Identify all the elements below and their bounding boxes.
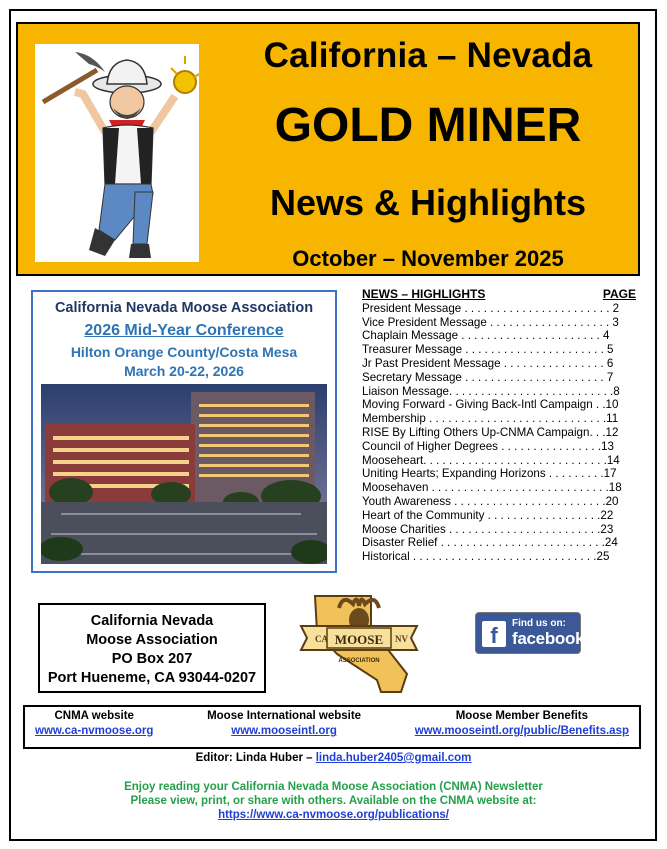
facebook-find-us-text: Find us on: (512, 618, 566, 629)
cnma-website-block (35, 709, 153, 747)
toc-item: Membership . . . . . . . . . . . . . . . . . . . . . . . . . . . .11 (362, 412, 619, 426)
gold-miner-mascot-icon (35, 44, 199, 262)
editor-email-link[interactable]: linda.huber2405@gmail.com (315, 752, 472, 764)
address-line: Port Hueneme, CA 93044-0207 (47, 670, 257, 686)
cnma-website-link[interactable]: www.ca-nvmoose.org (35, 725, 154, 737)
banner-newsletter-name: GOLD MINER (274, 99, 582, 152)
conference-venue: Hilton Orange County/Costa Mesa (70, 344, 298, 360)
toc-header-page: PAGE (602, 287, 636, 301)
toc-item: Vice President Message . . . . . . . . . . . . . . . . . . . 3 (362, 315, 619, 329)
moose-association-emblem (297, 588, 421, 696)
toc-header (362, 288, 636, 302)
hotel-photo-icon (41, 384, 327, 564)
conference-card (31, 290, 337, 573)
editor-label: Editor: Linda Huber – (195, 752, 316, 764)
toc-item: Disaster Relief . . . . . . . . . . . . . . . . . . . . . . . . . .24 (362, 536, 618, 550)
moose-emblem-icon (297, 588, 421, 696)
editor-line (0, 752, 667, 764)
toc-item: Liaison Message. . . . . . . . . . . . . . . . . . . . . . . . . .8 (362, 384, 620, 398)
banner-title-block (218, 24, 638, 274)
hotel-photo (41, 384, 327, 564)
table-of-contents (362, 288, 636, 564)
toc-item: Uniting Hearts; Expanding Horizons . . . . . . . . .17 (362, 467, 617, 481)
banner-region-title: California – Nevada (263, 36, 593, 75)
footer-note (0, 780, 667, 822)
member-benefits-link[interactable]: www.mooseintl.org/public/Benefits.asp (414, 725, 629, 737)
banner-subtitle: News & Highlights (269, 182, 587, 223)
address-line: PO Box 207 (111, 651, 193, 667)
gold-miner-mascot-image (35, 44, 199, 262)
toc-item: Council of Higher Degrees . . . . . . . . . . . . . . . .13 (362, 439, 614, 453)
cnma-website-label: CNMA website (54, 710, 134, 722)
toc-item: Historical . . . . . . . . . . . . . . . . . . . . . . . . . . . . .25 (362, 550, 610, 564)
facebook-icon: f (482, 621, 506, 647)
toc-item: Treasurer Message . . . . . . . . . . . . . . . . . . . . . . 5 (362, 343, 614, 357)
footer-line-1: Enjoy reading your California Nevada Moose Association (CNMA) Newsletter (124, 781, 543, 793)
toc-item: President Message . . . . . . . . . . . . . . . . . . . . . . . 2 (362, 301, 620, 315)
mailing-address (38, 603, 266, 693)
toc-item: Moose Charities . . . . . . . . . . . . . . . . . . . . . . . .23 (362, 522, 614, 536)
footer-line-2: Please view, print, or share with others. Available on the CNMA website at: (130, 795, 537, 807)
websites-box (23, 705, 641, 749)
facebook-wordmark: facebook. (512, 629, 589, 648)
toc-item: Moosehaven . . . . . . . . . . . . . . . . . . . . . . . . . . . .18 (362, 481, 622, 495)
address-line: California Nevada (90, 613, 214, 629)
member-benefits-block (415, 709, 629, 747)
facebook-badge[interactable] (475, 612, 589, 654)
toc-item: Chaplain Message . . . . . . . . . . . . . . . . . . . . . . 4 (362, 329, 610, 343)
toc-item: RISE By Lifting Others Up-CNMA Campaign. . .12 (362, 425, 619, 439)
address-line: Moose Association (86, 632, 218, 648)
emblem-nv-text: NV (395, 634, 408, 644)
moose-intl-website-block (207, 709, 361, 747)
toc-item: Heart of the Community . . . . . . . . . . . . . . . . . .22 (362, 508, 614, 522)
toc-item: Moving Forward - Giving Back-Intl Campaign . .10 (362, 398, 619, 412)
toc-item: Jr Past President Message . . . . . . . . . . . . . . . . 6 (362, 356, 614, 370)
member-benefits-label: Moose Member Benefits (455, 710, 588, 722)
emblem-ca-text: CA (315, 634, 328, 644)
conference-org: California Nevada Moose Association (54, 300, 314, 316)
emblem-association-text: ASSOCIATION (338, 658, 380, 664)
toc-header-section: NEWS – HIGHLIGHTS (362, 287, 486, 301)
moose-intl-website-link[interactable]: www.mooseintl.org (231, 725, 337, 737)
conference-title: 2026 Mid-Year Conference (84, 322, 284, 339)
header-banner (16, 22, 640, 276)
toc-item: Youth Awareness . . . . . . . . . . . . . . . . . . . . . . . .20 (362, 494, 619, 508)
publications-link[interactable]: https://www.ca-nvmoose.org/publications/ (218, 809, 449, 821)
conference-dates: March 20-22, 2026 (124, 363, 244, 379)
emblem-moose-text: MOOSE (334, 632, 384, 647)
toc-item: Secretary Message . . . . . . . . . . . . . . . . . . . . . . 7 (362, 370, 614, 384)
moose-intl-website-label: Moose International website (207, 710, 362, 722)
toc-item: Mooseheart. . . . . . . . . . . . . . . . . . . . . . . . . . . . .14 (362, 453, 620, 467)
banner-issue-date: October – November 2025 (292, 246, 564, 271)
